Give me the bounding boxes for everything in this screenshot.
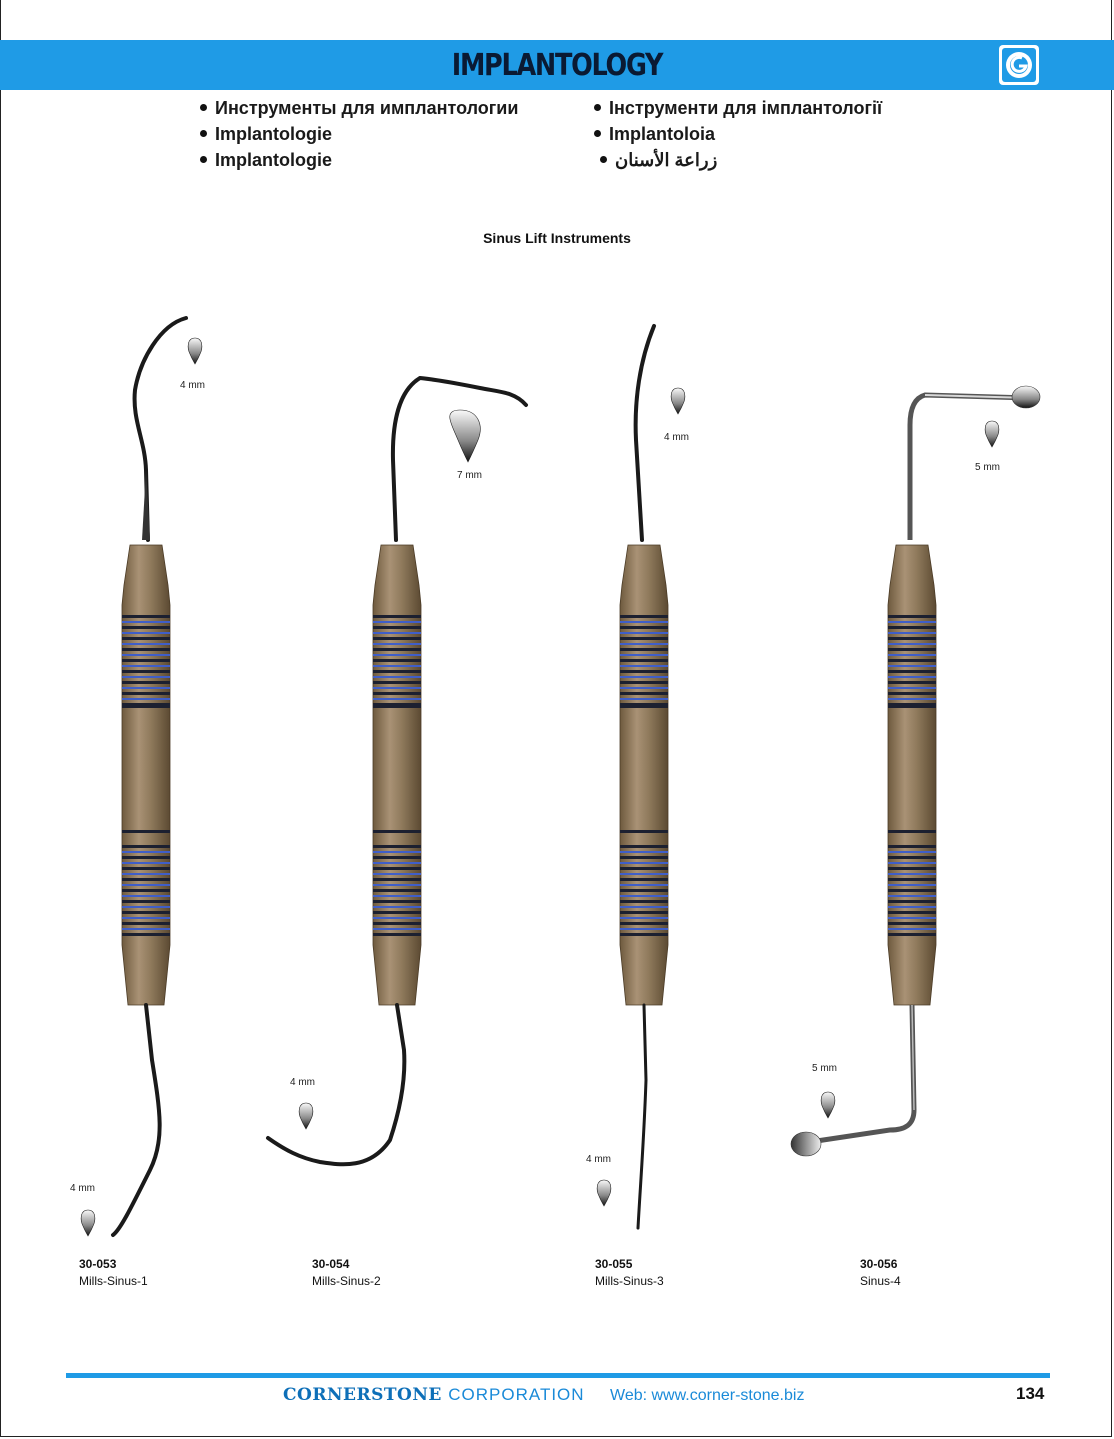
page-title: IMPLANTOLOGY — [451, 48, 663, 83]
footer-company: CORNERSTONE CORPORATION — [283, 1385, 585, 1405]
product-label-30-056 — [860, 1256, 901, 1290]
product-code: 30-056 — [860, 1257, 898, 1271]
lang-item: Інструменти для імплантології — [594, 95, 882, 121]
lang-item: Implantologie — [200, 121, 518, 147]
product-name: Mills-Sinus-2 — [312, 1274, 381, 1288]
product-label-30-053 — [79, 1256, 148, 1290]
product-label-30-054 — [312, 1256, 381, 1290]
tip-size-label: 5 mm — [812, 1063, 837, 1074]
tip-size-label: 5 mm — [975, 462, 1000, 473]
tip-size-label: 4 mm — [180, 380, 205, 391]
instrument-30-053 — [81, 318, 202, 1236]
product-name: Mills-Sinus-1 — [79, 1274, 148, 1288]
product-code: 30-055 — [595, 1257, 633, 1271]
tip-size-label: 7 mm — [457, 470, 482, 481]
footer-divider — [66, 1373, 1050, 1378]
instrument-30-054 — [268, 378, 526, 1164]
product-code: 30-054 — [312, 1257, 350, 1271]
instrument-30-055 — [597, 326, 685, 1228]
product-name: Sinus-4 — [860, 1274, 901, 1288]
section-title: Sinus Lift Instruments — [483, 230, 631, 246]
tip-size-label: 4 mm — [664, 432, 689, 443]
lang-item: Инструменты для имплантологии — [200, 95, 518, 121]
page-number: 134 — [1016, 1384, 1045, 1403]
product-label-30-055 — [595, 1256, 664, 1290]
instrument-30-056 — [791, 386, 1040, 1156]
lang-item: زراعة الأسنان — [594, 147, 882, 173]
lang-item: Implantologie — [200, 147, 518, 173]
lang-item: Implantoloia — [594, 121, 882, 147]
tip-size-label: 4 mm — [290, 1077, 315, 1088]
tip-size-label: 4 mm — [586, 1154, 611, 1165]
footer-web-link[interactable]: Web: www.corner-stone.biz — [610, 1387, 805, 1404]
tip-size-label: 4 mm — [70, 1183, 95, 1194]
product-code: 30-053 — [79, 1257, 117, 1271]
product-name: Mills-Sinus-3 — [595, 1274, 664, 1288]
